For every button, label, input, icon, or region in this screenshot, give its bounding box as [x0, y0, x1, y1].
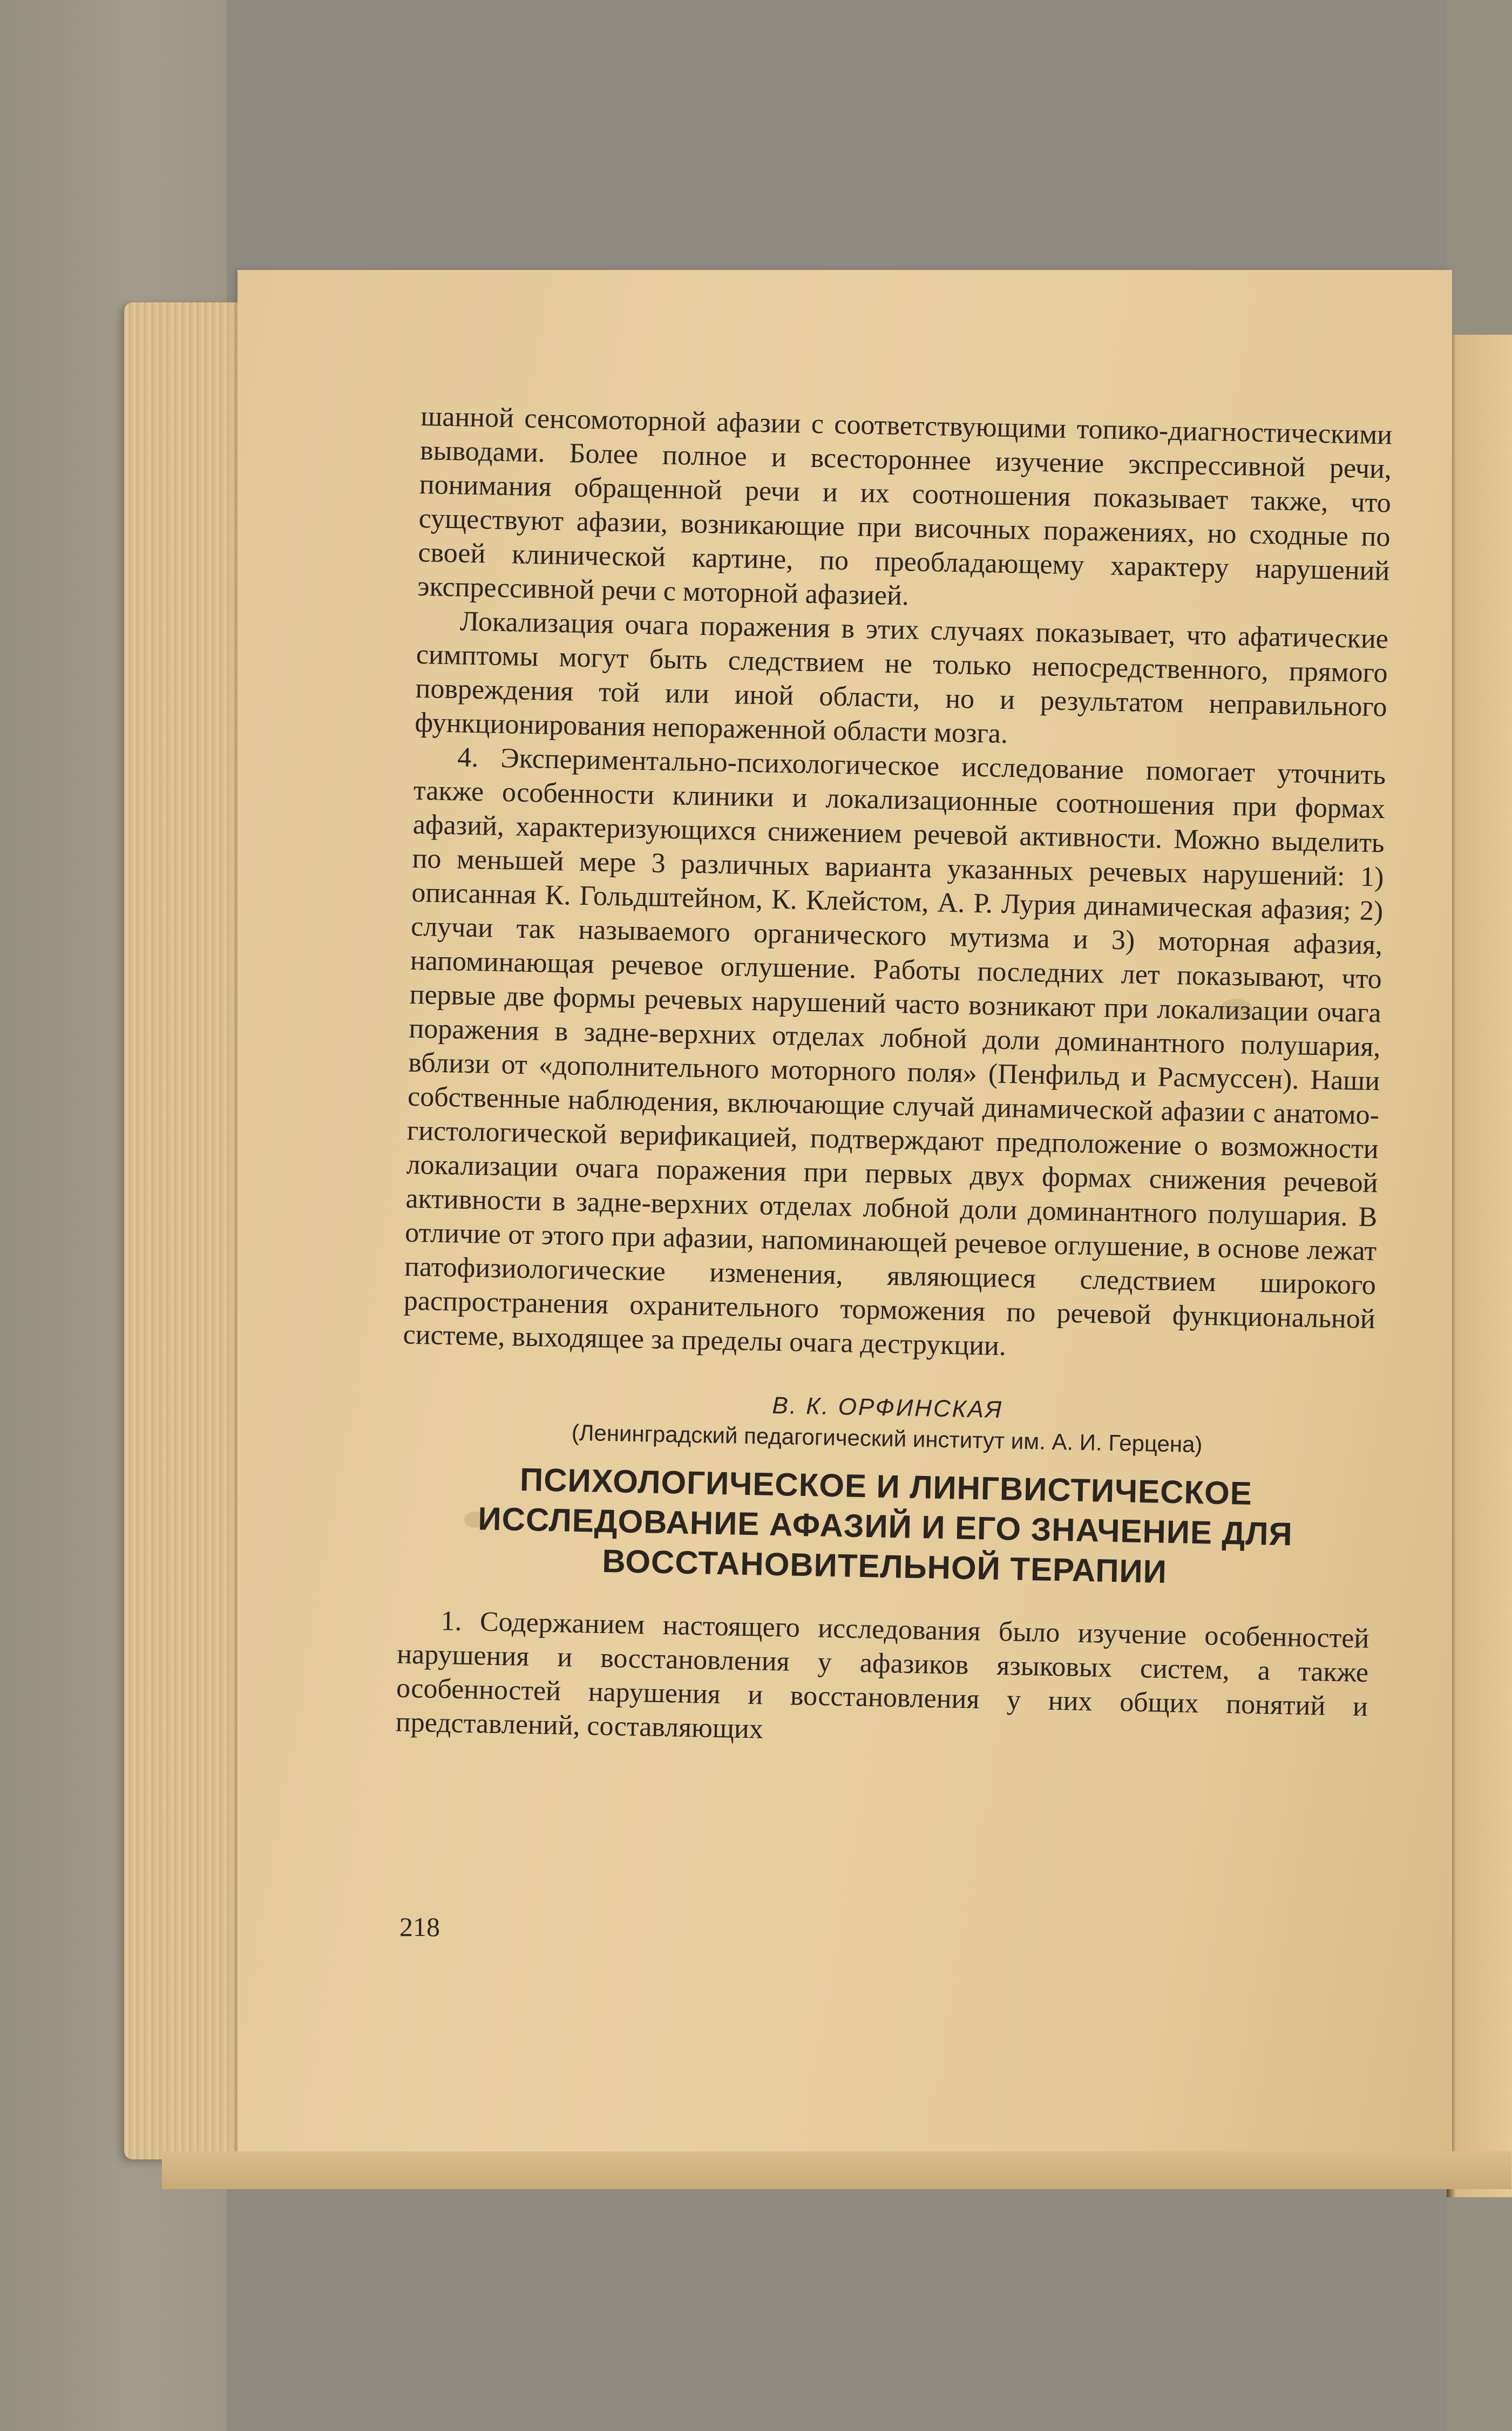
page-number: 218 — [399, 1912, 440, 1942]
paragraph-1: шанной сенсомоторной афазии с соответствующими топико-диагностическими выводами. Более полное и всестороннее изучение экспрессивной речи, понимания обращенной речи и их соотношения показывает также, что существуют афазии, возникающие при височных поражениях, но сходные по своей клинической картине, по преобладающему характеру нарушений экспрессивной речи с моторной афазией. — [417, 401, 1393, 612]
article-author: В. К. ОРФИНСКАЯ — [772, 1392, 1004, 1424]
paragraph-3: 4. Экспериментально-психологическое исследование помогает уточнить также особенности клиники и локализационные соотношения при формах афазий, характеризующихся снижением речевой активности. Можно выделить по меньшей мере 3 различных варианта указанных речевых нарушений: 1) описанная К. Гольдштейном, К. Клейстом, А. Р. Лурия динамическая афазия; 2) случаи так называемого органического мутизма и 3) моторная афазия, напоминающая речевое оглушение. Работы последних лет показывают, что первые две формы речевых нарушений часто возникают при локализации очага поражения в задне-верхних отделах лобной доли доминантного полушария, вблизи от «дополнительного моторного поля» (Пенфильд и Расмуссен). Наши собственные наблюдения, включающие случай динамической афазии с анатомо-гистологической верификацией, подтверждают предположение о возможности локализации очага поражения при первых двух формах снижения речевой активности в задне-верхних отделах лобной доли доминантного полушария. В отличие от этого при афазии, напоминающей речевое оглушение, в основе лежат патофизиологические изменения, являющиеся следствием широкого распространения охранительного торможения по речевой функциональной системе, выходящее за пределы очага деструкции. — [403, 742, 1386, 1362]
article-intro — [395, 1603, 1369, 1758]
body-text — [403, 399, 1393, 1370]
article-affiliation: (Ленинградский педагогический институт им. А. И. Герцена) — [571, 1419, 1203, 1458]
paragraph-2: Локализация очага поражения в этих случаях показывает, что афатические симптомы могут быть следствием не только непосредственного, прямого повреждения той или иной области, но и результатом неправильного функционирования непораженной области мозга. — [414, 606, 1389, 749]
book-bottom-edge — [162, 2151, 1511, 2189]
book-page-edges — [124, 302, 254, 2159]
page-content — [395, 399, 1392, 1758]
article-title-line-3: ВОССТАНОВИТЕЛЬНОЙ ТЕРАПИИ — [601, 1542, 1168, 1590]
article-title-line-2: ИССЛЕДОВАНИЕ АФАЗИЙ И ЕГО ЗНАЧЕНИЕ ДЛЯ — [477, 1500, 1293, 1553]
article-title — [398, 1458, 1372, 1596]
facing-page-edge — [1447, 335, 1512, 2197]
article-intro-paragraph: 1. Содержанием настоящего исследования было изучение особенностей нарушения и восстановления у афазиков языковых систем, а также особенностей нарушения и восстановления у них общих понятий и представлений, составляющих — [395, 1606, 1369, 1745]
article-title-line-1: ПСИХОЛОГИЧЕСКОЕ И ЛИНГВИСТИЧЕСКОЕ — [519, 1461, 1253, 1512]
